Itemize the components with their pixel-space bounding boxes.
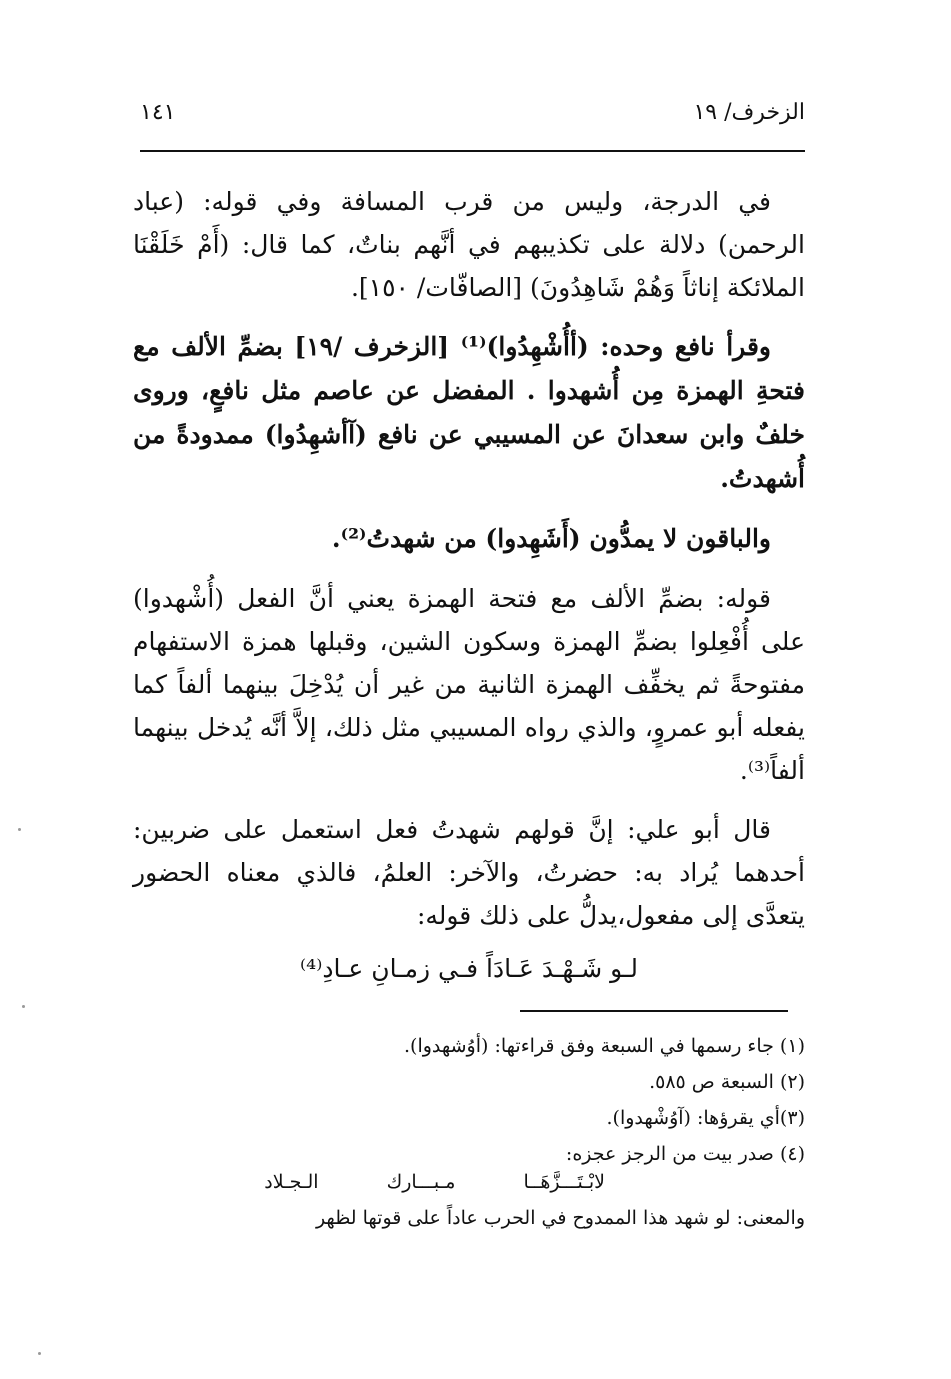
scan-speck [38, 1352, 41, 1355]
footnote-2: (٢) السبعة ص ٥٨٥. [649, 1071, 805, 1093]
header-rule [140, 150, 805, 152]
paragraph-4: قوله: بضمِّ الألف مع فتحة الهمزة يعني أنَّ الفعل (أُشْهدوا) على أُفْعِلوا بضمِّ الهمزة وسكون الشين، وقبلها همزة الاستفهام مفتوحةً ثم يخفِّف الهمزة الثانية من غير أن يُدْخِلَ بينهما ألفاً كما يفعله أبو عمروٍ، والذي رواه المسيبي مثل ذلك، إلاَّ أنَّه يُدخل بينهما ألفاً⁽³⁾. [133, 584, 805, 785]
footnote-1: (١) جاء رسمها في السبعة وفق قراءتها: (أوُشهدوا). [404, 1035, 805, 1057]
paragraph-1: في الدرجة، وليس من قرب المسافة وفي قوله: (عباد الرحمن) دلالة على تكذيبهم في أنَّهم بناتٌ، كما قال: (أَمْ خَلَقْنَا الملائكة إناثاً وَهُمْ شَاهِدُونَ) [الصافّات/ ١٥٠]. [133, 187, 805, 302]
footnote-3: (٣)أي يقرؤها: (آوُشْهدوا). [606, 1107, 805, 1129]
main-text [133, 180, 805, 990]
paragraph-2: وقرأ نافع وحده: (أأُشْهِدُوا)⁽¹⁾ [الزخرف /١٩] بضمِّ الألف مع فتحةِ الهمزة مِن أُشهدوا . المفضل عن عاصم مثل نافعٍ، وروى خلفٌ وابن سعدانَ عن المسيبي عن نافع (آأشهِدُوا) ممدودةً من أُشهدتُ. [133, 332, 805, 493]
running-header [140, 100, 805, 140]
footnote-4: (٤) صدر بيت من الرجز عجزه: [565, 1143, 805, 1165]
scan-speck [22, 1005, 25, 1008]
page-number: ١٤١ [140, 100, 176, 125]
footnote-rule [520, 1010, 788, 1012]
paragraph-3: والباقون لا يمدُّون (أَشَهِدوا) من شهدتُ⁽²⁾. [331, 524, 771, 553]
rajaz-verse [120, 1164, 605, 1200]
paragraph-5: قال أبو علي: إنَّ قولهم شهدتُ فعل استعمل على ضربين: أحدهما يُراد به: حضرتُ، والآخر: العلمُ، فالذي معناه الحضور يتعدَّى إلى مفعول،يدلُّ على ذلك قوله: [133, 815, 805, 930]
footnotes [120, 1028, 805, 1236]
rajaz-word-1: لابْـتَـــزَّهَــا [523, 1171, 605, 1193]
verse-line: لـو شَـهْـدَ عَـادَاً فـي زمـانِ عـادِ⁽⁴⁾ [300, 954, 638, 983]
scan-speck [18, 828, 21, 831]
header-title: الزخرف/ ١٩ [693, 100, 805, 125]
rajaz-word-2: مـبـــارك [386, 1171, 456, 1193]
footnote-meaning: والمعنى: لو شهد هذا الممدوح في الحرب عاداً على قوتها لظهر [315, 1207, 805, 1229]
rajaz-word-3: الـجـلاد [264, 1171, 319, 1193]
